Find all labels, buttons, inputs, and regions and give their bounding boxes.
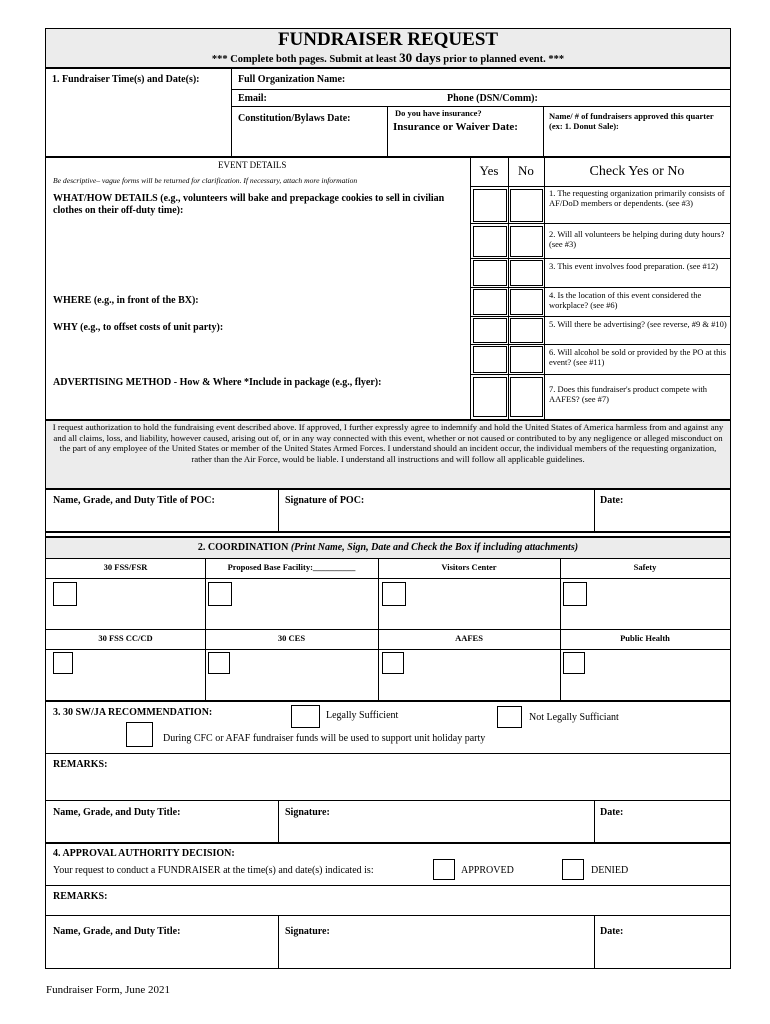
question-6: 6. Will alcohol be sold or provided by the PO at this event? (see #11) xyxy=(549,347,727,367)
email-label: Email: xyxy=(238,93,267,104)
coordination-heading-main: 2. COORDINATION xyxy=(197,542,291,553)
q7-yes-checkbox[interactable] xyxy=(473,377,507,417)
event-details-note: Be descriptive– vague forms will be returned for clarification. If necessary, attach more information xyxy=(53,176,358,185)
coord-visitors-center: Visitors Center xyxy=(441,562,497,572)
phone-label: Phone (DSN/Comm): xyxy=(447,93,538,104)
ja-name-label: Name, Grade, and Duty Title: xyxy=(53,807,181,818)
poc-name-label: Name, Grade, and Duty Title of POC: xyxy=(53,495,215,506)
bylaws-label: Constitution/Bylaws Date: xyxy=(238,113,351,124)
coord-public-health: Public Health xyxy=(620,633,670,643)
denied-label: DENIED xyxy=(591,865,629,876)
approval-text: Your request to conduct a FUNDRAISER at the time(s) and date(s) indicated is: xyxy=(53,865,374,876)
safety-attachment-checkbox[interactable] xyxy=(563,582,587,606)
q1-no-checkbox[interactable] xyxy=(510,189,543,222)
q1-yes-checkbox[interactable] xyxy=(473,189,507,222)
approved-label: APPROVED xyxy=(461,865,514,876)
coord-proposed-facility: Proposed Base Facility:__________ xyxy=(227,562,356,572)
coord-safety: Safety xyxy=(633,562,657,572)
coordination-heading-note: (Print Name, Sign, Date and Check the Box if including attachments) xyxy=(290,542,579,553)
insurance-question: Do you have insurance? xyxy=(395,108,482,118)
advertising-label: ADVERTISING METHOD - How & Where *Include in package (e.g., flyer): xyxy=(53,377,382,388)
poc-date-label: Date: xyxy=(600,495,624,506)
denied-checkbox[interactable] xyxy=(562,859,584,880)
times-label: 1. Fundraiser Time(s) and Date(s): xyxy=(52,74,200,85)
q4-yes-checkbox[interactable] xyxy=(473,289,507,315)
q6-no-checkbox[interactable] xyxy=(510,346,543,373)
legally-sufficient-label: Legally Sufficient xyxy=(326,710,399,721)
agreement-text: I request authorization to hold the fundraising event described above. If approved, I further expressly agree to indemnify and hold the United States of America harmless from and against any and all claims, loss, and liability, however caused, arising out of, or in any way connected with this event, whether or not caused or contributed to by any negligence or alleged misconduct on the part of any employee of the United States or member of the United States Armed Forces. I understand should an incident occur, the individual members of the requesting organization, rather than the Air Force, would be liable. I understand all instructions and will follow all applicable guidelines. xyxy=(52,422,724,465)
q7-no-checkbox[interactable] xyxy=(510,377,543,417)
approval-date-label: Date: xyxy=(600,926,624,937)
subtitle-part-c: prior to planned event. *** xyxy=(440,54,565,65)
subtitle-days: 30 days xyxy=(399,50,441,65)
cfc-afaf-label: During CFC or AFAF fundraiser funds will be used to support unit holiday party xyxy=(163,733,486,744)
question-1: 1. The requesting organization primarily consists of AF/DoD members or dependents. (see #3) xyxy=(549,188,725,208)
approved-checkbox[interactable] xyxy=(433,859,455,880)
no-column-header: No xyxy=(518,163,534,178)
approval-heading: 4. APPROVAL AUTHORITY DECISION: xyxy=(53,848,235,859)
ces-attachment-checkbox[interactable] xyxy=(208,652,230,674)
coordination-heading xyxy=(46,542,730,554)
q2-no-checkbox[interactable] xyxy=(510,226,543,257)
q6-yes-checkbox[interactable] xyxy=(473,346,507,373)
proposed-facility-attachment-checkbox[interactable] xyxy=(208,582,232,606)
ja-recommendation-heading: 3. 30 SW/JA RECOMMENDATION: xyxy=(53,707,213,718)
ja-date-label: Date: xyxy=(600,807,624,818)
coord-fss-fsr: 30 FSS/FSR xyxy=(103,562,148,572)
approved-fundraisers-label: Name/ # of fundraisers approved this quarter (ex: 1. Donut Sale): xyxy=(549,111,714,131)
public-health-attachment-checkbox[interactable] xyxy=(563,652,585,674)
what-how-label: WHAT/HOW DETAILS (e.g., volunteers will bake and prepackage cookies to sell in civilian clothes on their off-duty time): xyxy=(53,193,445,216)
form-footer: Fundraiser Form, June 2021 xyxy=(46,984,171,996)
legally-sufficient-checkbox[interactable] xyxy=(291,705,320,728)
event-details-heading: EVENT DETAILS xyxy=(218,160,287,170)
fss-fsr-attachment-checkbox[interactable] xyxy=(53,582,77,606)
q3-no-checkbox[interactable] xyxy=(510,260,543,286)
approval-name-label: Name, Grade, and Duty Title: xyxy=(53,926,181,937)
question-5: 5. Will there be advertising? (see reverse, #9 & #10) xyxy=(549,319,727,329)
check-yes-no-heading: Check Yes or No xyxy=(589,164,685,179)
q5-no-checkbox[interactable] xyxy=(510,318,543,343)
cfc-afaf-checkbox[interactable] xyxy=(126,722,153,747)
form-subtitle xyxy=(46,51,730,66)
visitors-center-attachment-checkbox[interactable] xyxy=(382,582,406,606)
insurance-label: Insurance or Waiver Date: xyxy=(393,121,518,133)
approval-remarks-label: REMARKS: xyxy=(53,891,108,902)
question-4: 4. Is the location of this event considered the workplace? (see #6) xyxy=(549,290,702,310)
approval-signature-label: Signature: xyxy=(285,926,330,937)
yes-column-header: Yes xyxy=(479,163,499,178)
poc-signature-label: Signature of POC: xyxy=(285,495,365,506)
coord-ces: 30 CES xyxy=(277,633,306,643)
q5-yes-checkbox[interactable] xyxy=(473,318,507,343)
why-label: WHY (e.g., to offset costs of unit party): xyxy=(53,322,224,333)
q4-no-checkbox[interactable] xyxy=(510,289,543,315)
form-title: FUNDRAISER REQUEST xyxy=(277,29,499,50)
subtitle-part-a: *** Complete both pages. Submit at least xyxy=(211,54,400,65)
fss-cc-cd-attachment-checkbox[interactable] xyxy=(53,652,73,674)
q3-yes-checkbox[interactable] xyxy=(473,260,507,286)
question-2: 2. Will all volunteers be helping during duty hours? (see #3) xyxy=(549,229,725,249)
not-legally-sufficient-label: Not Legally Sufficiant xyxy=(529,712,619,723)
coord-fss-cc-cd: 30 FSS CC/CD xyxy=(98,633,153,643)
ja-signature-label: Signature: xyxy=(285,807,330,818)
question-7: 7. Does this fundraiser's product compete with AAFES? (see #7) xyxy=(549,384,708,404)
q2-yes-checkbox[interactable] xyxy=(473,226,507,257)
where-label: WHERE (e.g., in front of the BX): xyxy=(53,295,199,306)
not-legally-sufficient-checkbox[interactable] xyxy=(497,706,522,728)
aafes-attachment-checkbox[interactable] xyxy=(382,652,404,674)
ja-remarks-label: REMARKS: xyxy=(53,759,108,770)
coord-aafes: AAFES xyxy=(455,633,483,643)
org-label: Full Organization Name: xyxy=(238,74,346,85)
question-3: 3. This event involves food preparation. (see #12) xyxy=(549,261,719,271)
